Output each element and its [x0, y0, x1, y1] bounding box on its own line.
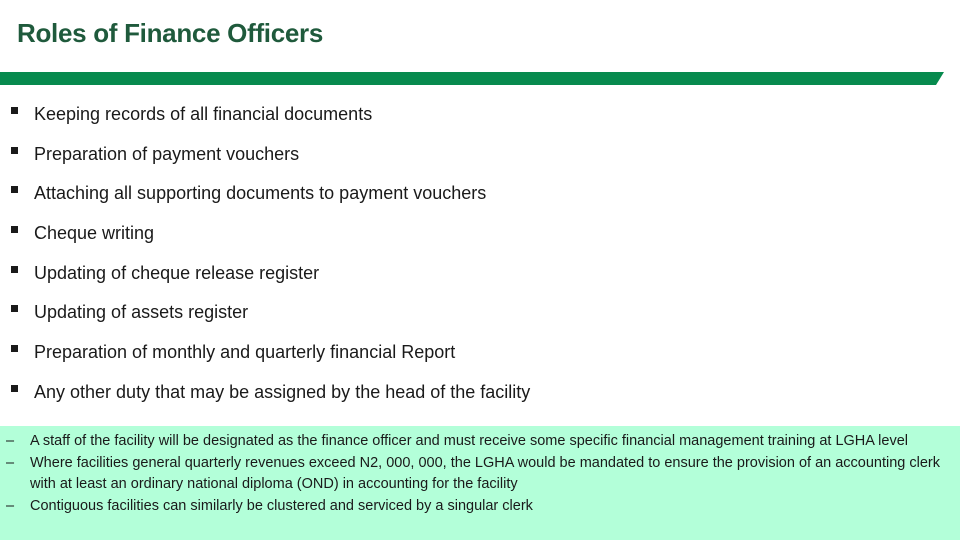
square-bullet-icon	[11, 147, 18, 154]
list-item-text: Updating of assets register	[34, 302, 249, 323]
list-item	[0, 334, 960, 374]
square-bullet-icon	[11, 107, 18, 114]
list-item-text: Updating of cheque release register	[34, 262, 320, 283]
note-item	[0, 453, 960, 496]
list-item	[0, 215, 960, 255]
notes-list	[0, 431, 960, 518]
list-item	[0, 175, 960, 215]
note-item	[0, 431, 960, 453]
square-bullet-icon	[11, 186, 18, 193]
list-item-text: Preparation of payment vouchers	[34, 143, 300, 164]
dash-bullet-icon: –	[6, 433, 15, 449]
dash-bullet-icon: –	[6, 454, 15, 471]
square-bullet-icon	[11, 385, 18, 392]
square-bullet-icon	[11, 266, 18, 273]
list-item	[0, 374, 960, 414]
square-bullet-icon	[11, 305, 18, 312]
square-bullet-icon	[11, 345, 18, 352]
list-item-text: Any other duty that may be assigned by the head of the facility	[34, 381, 531, 402]
list-item-text: Cheque writing	[34, 223, 155, 244]
list-item	[0, 255, 960, 295]
note-text: Contiguous facilities can similarly be clustered and serviced by a singular clerk	[30, 498, 533, 515]
roles-list	[0, 96, 960, 414]
note-item	[0, 496, 960, 518]
list-item	[0, 294, 960, 334]
note-text: Where facilities general quarterly revenues exceed N2, 000, 000, the LGHA would be mandated to ensure the provision of an accounting clerk with at least an ordinary national diploma (OND) in accounting for the facility	[30, 454, 941, 493]
note-text: A staff of the facility will be designated as the finance officer and must receive some specific financial management training at LGHA level	[30, 433, 908, 449]
slide-title: Roles of Finance Officers	[17, 18, 324, 48]
notes-panel	[0, 426, 960, 540]
list-item-text: Attaching all supporting documents to payment vouchers	[34, 183, 487, 204]
square-bullet-icon	[11, 226, 18, 233]
dash-bullet-icon: –	[6, 498, 15, 515]
list-item	[0, 136, 960, 176]
list-item	[0, 96, 960, 136]
title-divider	[0, 72, 944, 85]
list-item-text: Keeping records of all financial documents	[34, 104, 373, 124]
list-item-text: Preparation of monthly and quarterly financial Report	[34, 342, 456, 363]
